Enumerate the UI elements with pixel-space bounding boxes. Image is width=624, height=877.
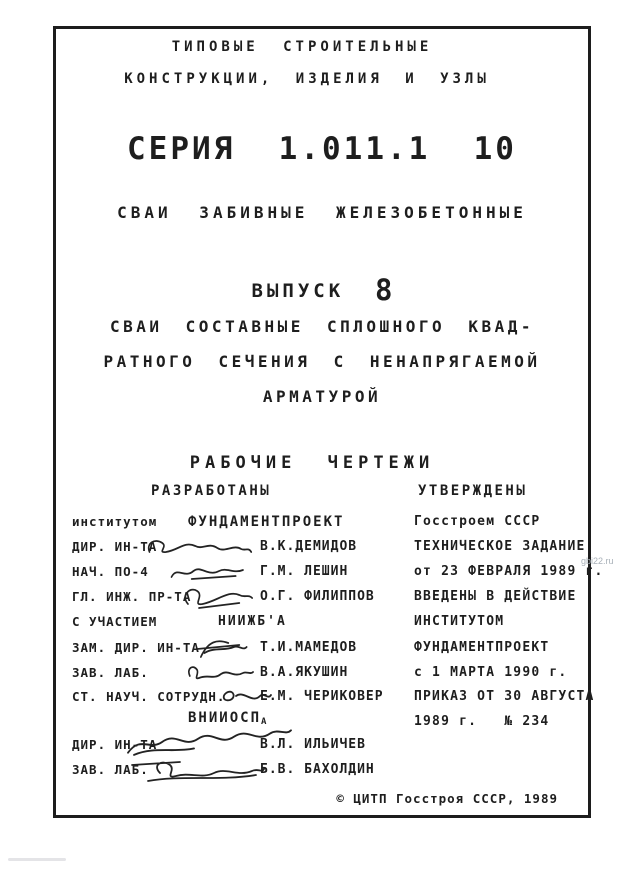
signer-label: ЗАМ. ДИР. ИН-ТА	[72, 640, 200, 655]
developed-by-header: РАЗРАБОТАНЫ	[151, 483, 272, 499]
signature-scribble	[130, 757, 265, 785]
issue-description-line-1: СВАИ СОСТАВНЫЕ СПЛОШНОГО КВАД-	[110, 317, 534, 336]
signature-scribble	[144, 586, 254, 610]
signer-row-participation	[72, 611, 402, 635]
vniiosp-name: ВНИИОСП	[188, 710, 262, 726]
signer-row-vniiosp-lab-head	[72, 759, 402, 783]
signer-name: Е.М. ЧЕРИКОВЕР	[260, 689, 384, 704]
signer-name: В.Л. ИЛЬИЧЕВ	[260, 737, 366, 752]
copyright-notice: © ЦИТП Госстроя СССР, 1989	[336, 791, 558, 806]
issue-description-line-3: АРМАТУРОЙ	[262, 387, 382, 406]
approved-line-fundamentproekt: ФУНДАМЕНТПРОЕКТ	[414, 640, 550, 655]
signer-row-director	[72, 536, 402, 560]
approved-line-order: ПРИКАЗ ОТ 30 АВГУСТА	[414, 689, 595, 704]
signer-label: ДИР. ИН-ТА	[72, 539, 158, 554]
approved-by-header: УТВЕРЖДЕНЫ	[418, 483, 528, 499]
signer-label: СТ. НАУЧ. СОТРУДН.	[72, 689, 226, 704]
signer-label: ДИР. ИН-ТА	[72, 737, 158, 752]
signer-row-deputy-director	[72, 637, 402, 661]
signer-name: В.А.ЯКУШИН	[260, 665, 349, 680]
signature-scribble	[144, 536, 254, 560]
signature-scribble	[144, 662, 254, 686]
signer-row-chief-engineer	[72, 586, 402, 610]
approved-line-technical-task: ТЕХНИЧЕСКОЕ ЗАДАНИЕ	[414, 539, 586, 554]
working-drawings-title: РАБОЧИЕ ЧЕРТЕЖИ	[189, 453, 435, 473]
approved-line-effective-date: с 1 МАРТА 1990 г.	[414, 665, 568, 680]
issue-label: ВЫПУСК	[251, 280, 345, 302]
series-title: СЕРИЯ 1.011.1 10	[127, 131, 517, 167]
signer-label: ЗАВ. ЛАБ.	[72, 665, 149, 680]
signer-name: О.Г. ФИЛИППОВ	[260, 589, 375, 604]
issue-number: 8	[375, 273, 393, 307]
approved-line-order-number: 1989 г. № 234	[414, 714, 550, 729]
signature-scribble	[144, 561, 254, 585]
signer-row-senior-researcher	[72, 686, 402, 710]
issue-heading	[56, 273, 588, 307]
signer-label: институтом	[72, 514, 158, 529]
signer-row-dept-head	[72, 561, 402, 585]
site-watermark: gbi22.ru	[581, 556, 614, 566]
header-line-2: КОНСТРУКЦИИ, ИЗДЕЛИЯ И УЗЛЫ	[124, 71, 490, 87]
signer-name: ФУНДАМЕНТПРОЕКТ	[188, 514, 345, 530]
approved-line-task-date: от 23 ФЕВРАЛЯ 1989 г.	[414, 564, 604, 579]
signer-name: Т.И.МАМЕДОВ	[260, 640, 358, 655]
signer-row-vniiosp-director	[72, 734, 402, 758]
signature-scribble	[144, 637, 254, 661]
signer-row-institute	[72, 511, 402, 535]
header-line-1: ТИПОВЫЕ СТРОИТЕЛЬНЫЕ	[171, 39, 433, 55]
vniiosp-suffix: А	[261, 717, 269, 727]
signer-label: ГЛ. ИНЖ. ПР-ТА	[72, 589, 192, 604]
signer-label: ЗАВ. ЛАБ.	[72, 762, 149, 777]
signer-name: НИИЖБ'А	[218, 614, 287, 629]
issue-description-line-2: РАТНОГО СЕЧЕНИЯ С НЕНАПРЯГАЕМОЙ	[103, 352, 541, 371]
scan-artifact-smudge	[8, 858, 66, 861]
document-title: СВАИ ЗАБИВНЫЕ ЖЕЛЕЗОБЕТОННЫЕ	[117, 203, 527, 222]
approved-line-gosstroy: Госстроем СССР	[414, 514, 541, 529]
signer-row-lab-head	[72, 662, 402, 686]
signer-name: Г.М. ЛЕШИН	[260, 564, 349, 579]
signer-label: НАЧ. ПО-4	[72, 564, 149, 579]
approved-line-by-institute: ИНСТИТУТОМ	[414, 614, 505, 629]
signer-name: В.К.ДЕМИДОВ	[260, 539, 358, 554]
approved-line-put-into-effect: ВВЕДЕНЫ В ДЕЙСТВИЕ	[414, 589, 577, 604]
signer-name: Б.В. БАХОЛДИН	[260, 762, 375, 777]
signer-label: С УЧАСТИЕМ	[72, 614, 158, 629]
